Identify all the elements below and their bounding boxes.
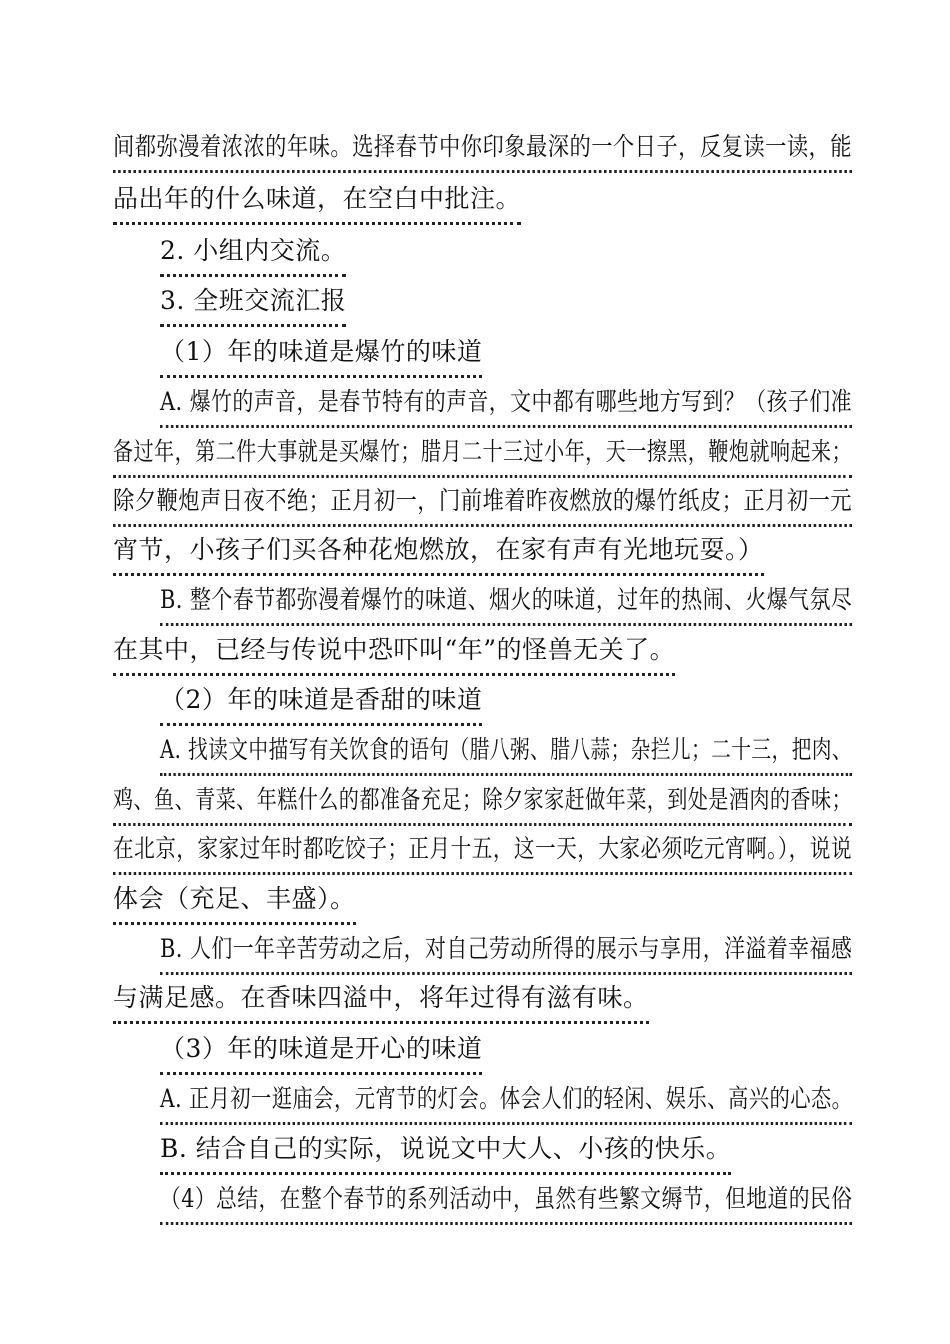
text-line <box>0 1132 950 1180</box>
text-line <box>0 1182 950 1230</box>
paragraph-text: 除夕鞭炮声日夜不绝；正月初一，门前堆着昨夜燃放的爆竹纸皮；正月初一元 <box>113 484 852 527</box>
text-line <box>0 633 950 681</box>
paragraph-text: 备过年，第二件大事就是买爆竹；腊月二十三过小年，天一擦黑，鞭炮就响起来； <box>113 435 852 478</box>
paragraph-text: 体会（充足、丰盛）。 <box>113 882 356 925</box>
text-line <box>0 335 950 383</box>
text-line <box>0 683 950 731</box>
text-line <box>0 1082 950 1130</box>
paragraph-text: 间都弥漫着浓浓的年味。选择春节中你印象最深的一个日子，反复读一读，能 <box>113 130 852 173</box>
paragraph-text: B. 人们一年辛苦劳动之后，对自己劳动所得的展示与享用，洋溢着幸福感 <box>160 932 852 975</box>
text-line <box>0 284 950 332</box>
paragraph-text: B. 整个春节都弥漫着爆竹的味道、烟火的味道，过年的热闹、火爆气氛尽 <box>160 583 852 626</box>
text-line <box>0 583 950 631</box>
section-heading: （3）年的味道是开心的味道 <box>160 1032 482 1075</box>
text-line <box>0 533 950 581</box>
section-heading: （1）年的味道是爆竹的味道 <box>160 335 482 378</box>
paragraph-text: 与满足感。在香味四溢中，将年过得有滋有味。 <box>113 981 649 1024</box>
text-line <box>0 435 950 483</box>
text-line <box>0 981 950 1029</box>
section-heading: （2）年的味道是香甜的味道 <box>160 683 482 726</box>
list-item-text: 2. 小组内交流。 <box>160 234 346 277</box>
paragraph-text: B. 结合自己的实际，说说文中大人、小孩的快乐。 <box>160 1132 731 1175</box>
text-line <box>0 484 950 532</box>
text-line <box>0 783 950 831</box>
text-line <box>0 882 950 930</box>
list-item-text: 3. 全班交流汇报 <box>160 284 346 327</box>
paragraph-text: 鸡、鱼、青菜、年糕什么的都准备充足；除夕家家赶做年菜，到处是酒肉的香味； <box>113 783 852 826</box>
text-line <box>0 385 950 433</box>
text-line <box>0 1032 950 1080</box>
paragraph-text: 在其中，已经与传说中恐吓叫“年”的怪兽无关了。 <box>113 633 675 676</box>
text-line <box>0 733 950 781</box>
text-line <box>0 932 950 980</box>
paragraph-text: （4）总结，在整个春节的系列活动中，虽然有些繁文缛节，但地道的民俗 <box>160 1182 852 1225</box>
paragraph-text: 宵节，小孩子们买各种花炮燃放，在家有声有光地玩耍。） <box>113 533 764 576</box>
paragraph-text: A. 正月初一逛庙会，元宵节的灯会。体会人们的轻闲、娱乐、高兴的心态。 <box>160 1082 852 1125</box>
text-line <box>0 182 950 230</box>
paragraph-text: A. 爆竹的声音，是春节特有的声音，文中都有哪些地方写到？（孩子们准 <box>160 385 852 428</box>
text-line <box>0 130 950 178</box>
text-line <box>0 832 950 880</box>
paragraph-text: 品出年的什么味道，在空白中批注。 <box>113 182 521 225</box>
paragraph-text: A. 找读文中描写有关饮食的语句（腊八粥、腊八蒜；杂拦儿；二十三，把肉、 <box>160 733 852 776</box>
text-line <box>0 234 950 282</box>
paragraph-text: 在北京，家家过年时都吃饺子；正月十五，这一天，大家必须吃元宵啊。），说说 <box>113 832 852 875</box>
